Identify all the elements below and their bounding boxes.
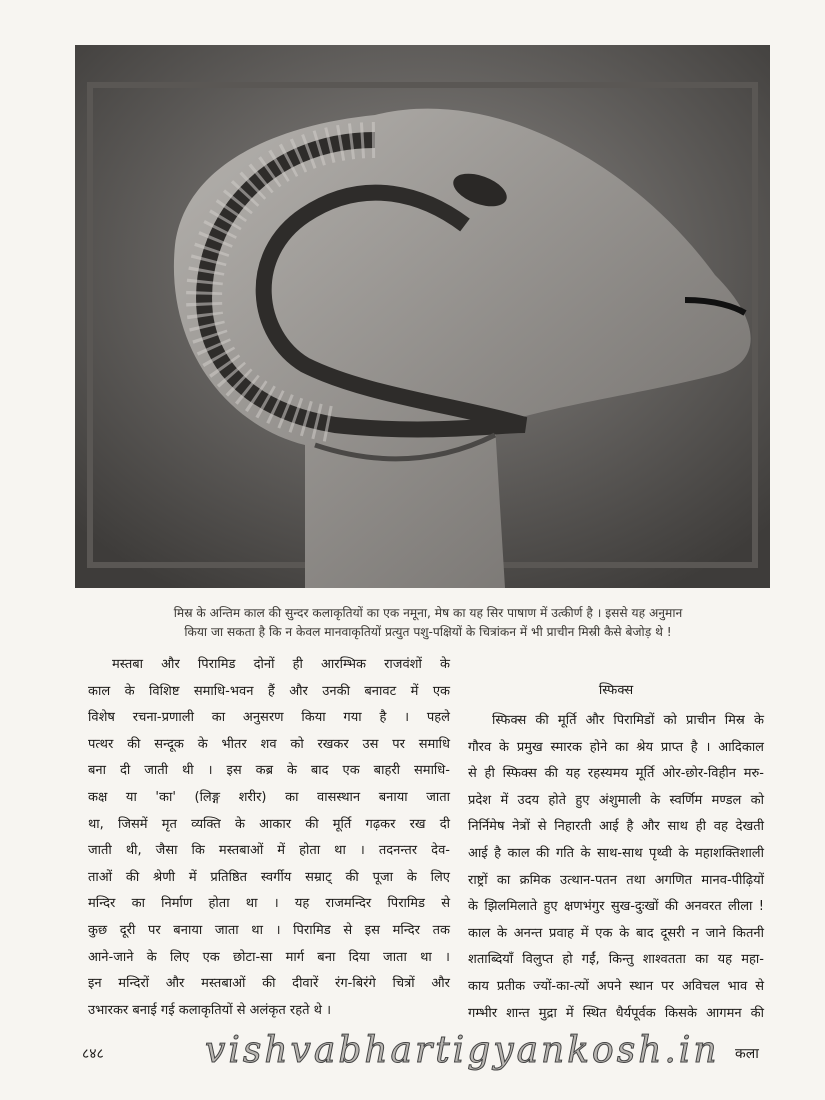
- right-column: [468, 708, 764, 1027]
- text-line: उभारकर बनाई गई कलाकृतियों से अलंकृत रहते थे ।: [88, 1002, 332, 1018]
- text-line: कक्ष या 'का' (लिङ्ग शरीर) का वासस्थान बनाया जाता: [88, 789, 450, 805]
- text-line: पत्थर की सन्दूक के भीतर शव को रखकर उस पर समाधि: [88, 736, 450, 752]
- text-line: स्फिक्स की मूर्ति और पिरामिडों को प्राचीन मिस्र के: [492, 713, 764, 728]
- section-label: कला: [735, 1046, 759, 1062]
- text-line: राष्ट्रों का क्रमिक उत्थान-पतन तथा अगणित मानव-पीढ़ियों: [468, 872, 764, 888]
- text-line: मस्तबा और पिरामिड दोनों ही आरम्भिक राजवंशों के: [112, 657, 450, 672]
- text-line: शताब्दियाँ विलुप्त हो गईं, किन्तु शाश्वतता का यह महा-: [468, 952, 764, 968]
- text-line: गौरव के प्रमुख स्मारक होने का श्रेय प्राप्त है । आदिकाल: [468, 739, 764, 755]
- ram-head-relief-photo: [75, 45, 770, 588]
- text-line: काय प्रतीक ज्यों-का-त्यों अपने स्थान पर अविचल भाव से: [468, 978, 764, 994]
- text-line: आई है काल की गति के साथ-साथ पृथ्वी के महाशक्तिशाली: [468, 845, 764, 861]
- watermark: vishvabhartigyankosh.in: [205, 1030, 720, 1071]
- text-line: काल के अनन्त प्रवाह में एक के बाद दूसरी न जाने कितनी: [468, 925, 764, 941]
- text-line: विशेष रचना-प्रणाली का अनुसरण किया गया है । पहले: [88, 710, 450, 726]
- text-line: प्रदेश में उदय होते हुए अंशुमाली के स्वर्णिम मण्डल को: [468, 792, 764, 808]
- text-line: जाती थी, जैसा कि मस्तबाओं में होता था । तदनन्तर देव-: [88, 843, 450, 859]
- caption-line: मिस्र के अन्तिम काल की सुन्दर कलाकृतियों का एक नमूना, मेष का यह सिर पाषाण में उत्कीर्ण है । इससे यह अनुमान: [173, 606, 683, 620]
- text-line: मन्दिर का निर्माण होता था । यह राजमन्दिर पिरामिड से: [88, 896, 450, 912]
- text-line: बना दी जाती थी । इस कब्र के बाद एक बाहरी समाधि-: [88, 763, 450, 779]
- text-line: से ही स्फिक्स की यह रहस्यमय मूर्ति ओर-छोर-विहीन मरु-: [468, 766, 764, 782]
- text-line: कुछ दूरी पर बनाया जाता था । पिरामिड से इस मन्दिर तक: [88, 922, 450, 938]
- left-column: [88, 652, 450, 1024]
- text-line: आने-जाने के लिए एक छोटा-सा मार्ग बना दिया जाता था ।: [88, 949, 450, 965]
- text-line: काल के विशिष्ट समाधि-भवन हैं और उनकी बनावट में एक: [88, 683, 450, 699]
- section-heading: स्फिक्स: [598, 683, 634, 698]
- text-line: निर्निमेष नेत्रों से निहारती आई है और साथ ही वह देखती: [468, 819, 764, 835]
- caption-line: किया जा सकता है कि न केवल मानवाकृतियों प्रत्युत पशु-पक्षियों के चित्रांकन में भी प्राचीन मिस्री कैसे बेजोड़ थे !: [184, 625, 672, 639]
- text-line: था, जिसमें मृत व्यक्ति के आकार की मूर्ति गढ़कर रख दी: [88, 816, 450, 832]
- page-number: ८४८: [82, 1046, 104, 1062]
- figure-caption: [78, 604, 778, 642]
- text-line: के झिलमिलाते हुए क्षणभंगुर सुख-दुःखों की अनवरत लीला !: [468, 899, 764, 915]
- text-line: ताओं की श्रेणी में प्रतिष्ठित स्वर्गीय सम्राट् की पूजा के लिए: [88, 869, 450, 885]
- text-line: गम्भीर शान्त मुद्रा में स्थित धैर्यपूर्वक किसके आगमन की: [468, 1005, 764, 1021]
- text-line: इन मन्दिरों और मस्तबाओं की दीवारें रंग-बिरंगे चित्रों और: [88, 976, 450, 992]
